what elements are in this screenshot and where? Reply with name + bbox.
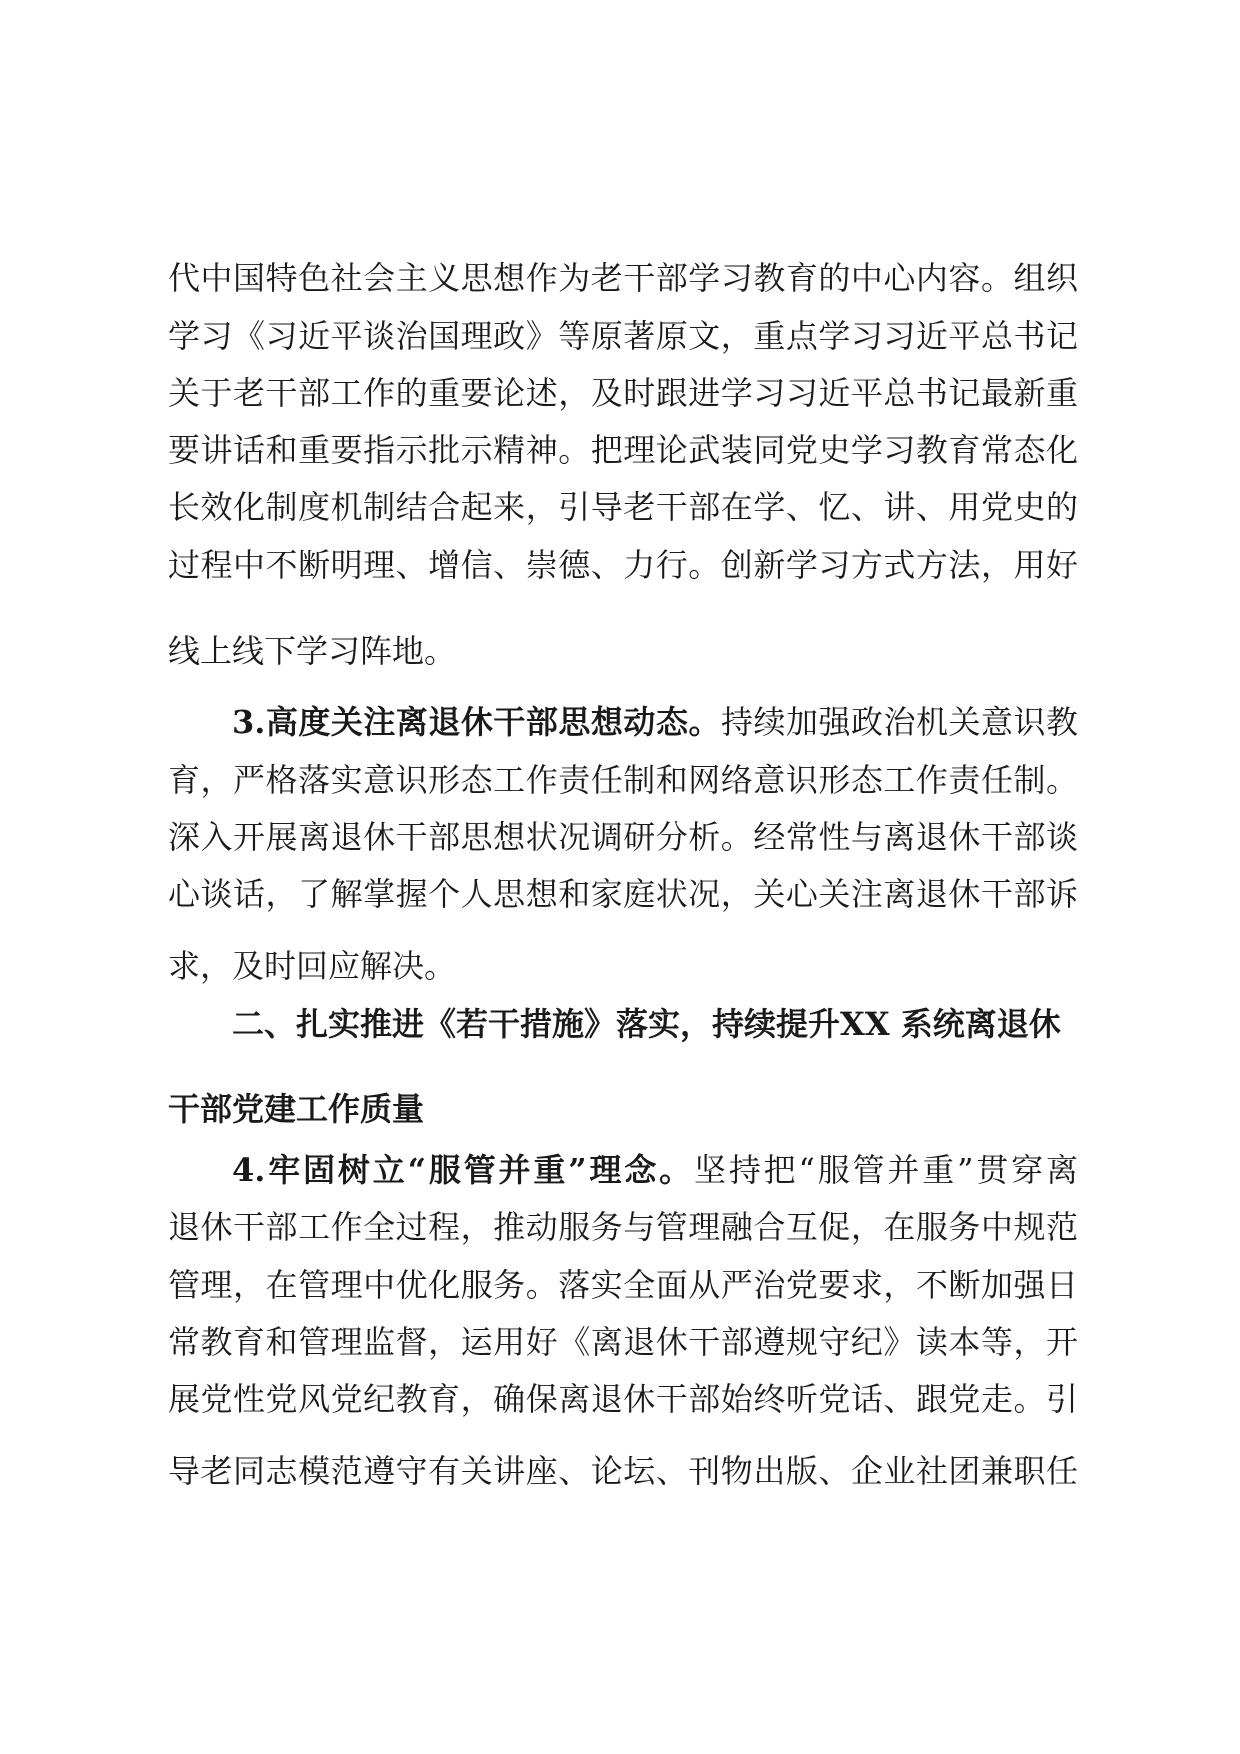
para-3-line-3: 管理，在管理中优化服务。落实全面从严治党要求，不断加强日: [168, 1266, 1078, 1304]
section-heading-line-1: 二、扎实推进《若干措施》落实，持续提升XX 系统离退休: [232, 1005, 1061, 1043]
para-1-line-6: 过程中不断明理、增信、崇德、力行。创新学习方式方法，用好: [168, 546, 1078, 584]
para-1-line-2: 学习《习近平谈治国理政》等原著原文，重点学习习近平总书记: [168, 317, 1078, 355]
para-2-heading: 3.高度关注离退休干部思想动态。: [232, 703, 721, 741]
para-3-heading: 4.牢固树立“服管并重”理念。: [232, 1151, 694, 1189]
para-2-line-5: 求，及时回应解决。: [168, 947, 457, 985]
para-1-line-7: 线上线下学习阵地。: [168, 632, 457, 670]
para-1-line-4: 要讲话和重要指示批示精神。把理论武装同党史学习教育常态化: [168, 431, 1078, 469]
para-2-first-line-rest: 持续加强政治机关意识教: [720, 703, 1078, 741]
para-2-line-3: 深入开展离退休干部思想状况调研分析。经常性与离退休干部谈: [168, 818, 1078, 856]
section-heading-line-2: 干部党建工作质量: [168, 1090, 425, 1128]
para-3-line-2: 退休干部工作全过程，推动服务与管理融合互促，在服务中规范: [168, 1208, 1078, 1246]
para-3-line-5: 展党性党风党纪教育，确保离退休干部始终听党话、跟党走。引: [168, 1380, 1078, 1418]
para-3-first-line-rest: 坚持把“服管并重”贯穿离: [694, 1151, 1078, 1189]
para-3-line-6: 导老同志模范遵守有关讲座、论坛、刊物出版、企业社团兼职任: [168, 1452, 1078, 1490]
para-2-line-2: 育，严格落实意识形态工作责任制和网络意识形态工作责任制。: [168, 761, 1078, 799]
para-3-line-1: [232, 1150, 1078, 1190]
para-3-line-4: 常教育和管理监督，运用好《离退休干部遵规守纪》读本等，开: [168, 1323, 1078, 1361]
para-1-line-3: 关于老干部工作的重要论述，及时跟进学习习近平总书记最新重: [168, 374, 1078, 412]
para-1-line-5: 长效化制度机制结合起来，引导老干部在学、忆、讲、用党史的: [168, 488, 1078, 526]
para-2-line-4: 心谈话，了解掌握个人思想和家庭状况，关心关注离退休干部诉: [168, 875, 1078, 913]
para-1-line-1: 代中国特色社会主义思想作为老干部学习教育的中心内容。组织: [168, 259, 1078, 297]
para-2-line-1: [232, 702, 1078, 742]
